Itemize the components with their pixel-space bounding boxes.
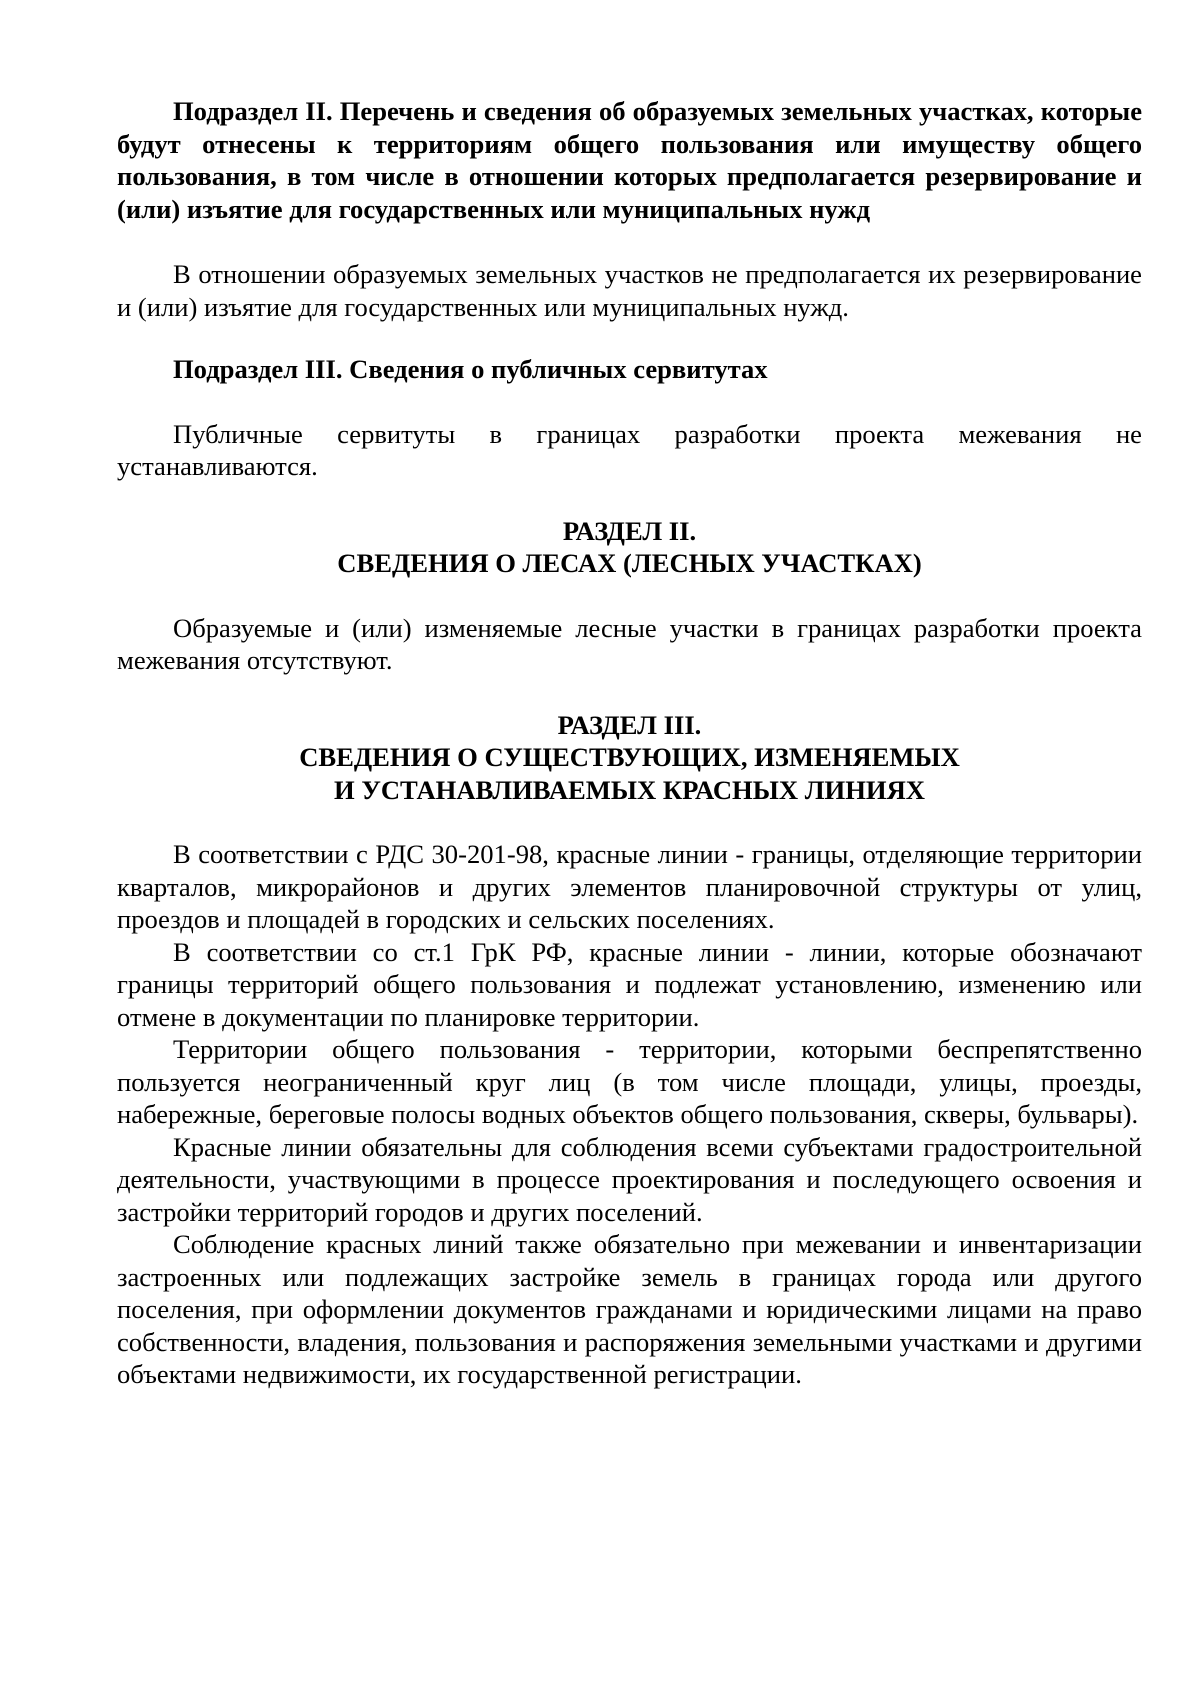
section-3-heading-line-3: И УСТАНАВЛИВАЕМЫХ КРАСНЫХ ЛИНИЯХ bbox=[333, 774, 925, 805]
section-2-text: Образуемые и (или) изменяемые лесные участки в границах разработки проекта межевания отсутствуют. bbox=[117, 612, 1142, 675]
section-3-heading bbox=[117, 709, 1142, 807]
subsection-3-text: Публичные сервитуты в границах разработки проекта межевания не устанавливаются. bbox=[117, 418, 1142, 481]
section-2-heading-line-1: РАЗДЕЛ II. bbox=[562, 515, 697, 546]
subsection-2-text: В отношении образуемых земельных участков не предполагается их резервирование и (или) изъятие для государственных или муниципальных нужд. bbox=[117, 259, 1142, 322]
section-3-heading-line-1: РАЗДЕЛ III. bbox=[557, 709, 702, 740]
section-3-paragraph-5: Соблюдение красных линий также обязательно при межевании и инвентаризации застроенных или подлежащих застройке земель в границах города или другого поселения, при оформлении документов гражданами и юридическими лицами на право собственности, владения, пользования и распоряжения земельными участками и другими объектами недвижимости, их государственной регистрации. bbox=[117, 1229, 1142, 1389]
section-3-paragraph-2: В соответствии со ст.1 ГрК РФ, красные линии - линии, которые обозначают границы территорий общего пользования и подлежат установлению, изменению или отмене в документации по планировке территории. bbox=[117, 936, 1142, 1032]
section-2-heading bbox=[117, 515, 1142, 580]
section-2-heading-line-2: СВЕДЕНИЯ О ЛЕСАХ (ЛЕСНЫХ УЧАСТКАХ) bbox=[337, 548, 922, 578]
subsection-3-heading: Подраздел III. Сведения о публичных сервитутах bbox=[173, 354, 768, 384]
subsection-2-heading: Подраздел II. Перечень и сведения об образуемых земельных участках, которые будут отнесены к территориям общего пользования или имуществу общего пользования, в том числе в отношении которых предполагается резервирование и (или) изъятие для государственных или муниципальных нужд bbox=[117, 96, 1142, 224]
section-3-heading-line-2: СВЕДЕНИЯ О СУЩЕСТВУЮЩИХ, ИЗМЕНЯЕМЫХ bbox=[299, 742, 960, 772]
section-3-paragraph-3: Территории общего пользования - территории, которыми беспрепятственно пользуется неограниченный круг лиц (в том числе площади, улицы, проезды, набережные, береговые полосы водных объектов общего пользования, скверы, бульвары). bbox=[117, 1034, 1142, 1129]
document-page bbox=[117, 95, 1142, 1391]
section-3-paragraph-4: Красные линии обязательны для соблюдения всеми субъектами градостроительной деятельности, участвующими в процессе проектирования и последующего освоения и застройки территорий городов и других поселений. bbox=[117, 1131, 1142, 1227]
section-3-paragraph-1: В соответствии с РДС 30-201-98, красные линии - границы, отделяющие территории кварталов, микрорайонов и других элементов планировочной структуры от улиц, проездов и площадей в городских и сельских поселениях. bbox=[117, 839, 1142, 934]
